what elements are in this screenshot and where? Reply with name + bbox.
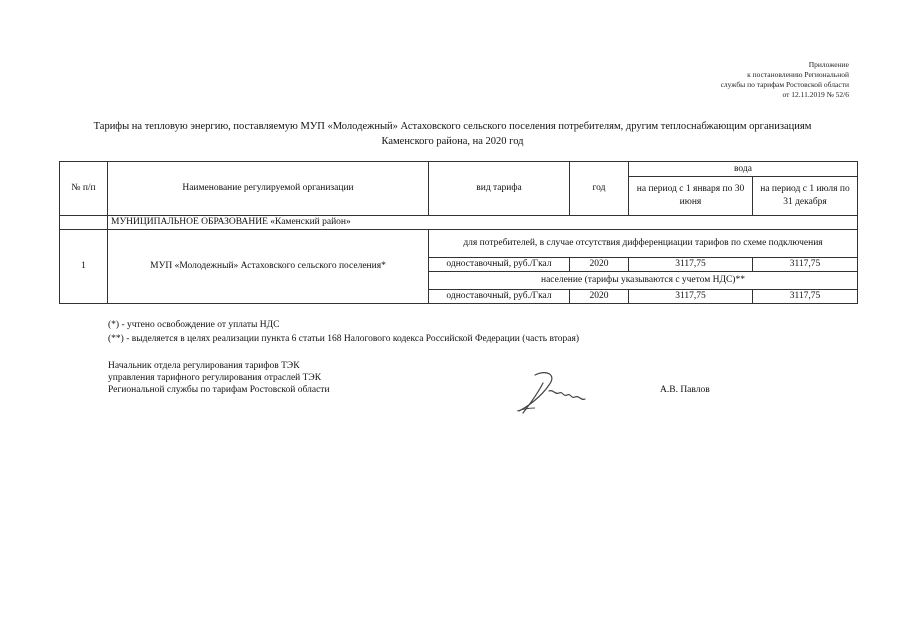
header-period2: на период с 1 июля по 31 декабря — [753, 177, 858, 216]
section-label: МУНИЦИПАЛЬНОЕ ОБРАЗОВАНИЕ «Каменский район» — [108, 216, 858, 230]
cell-period1: 3117,75 — [629, 290, 753, 304]
appendix-note — [721, 60, 849, 100]
header-period1: на период с 1 января по 30 июня — [629, 177, 753, 216]
footnote: (**) - выделяется в целях реализации пункта 6 статьи 168 Налогового кодекса Российской Федерации (часть вторая) — [108, 334, 580, 344]
group-label: население (тарифы указываются с учетом НДС)** — [429, 272, 858, 290]
footnotes — [108, 318, 579, 346]
appendix-line: от 12.11.2019 № 52/6 — [782, 90, 849, 99]
group-label: для потребителей, в случае отсутствия дифференциации тарифов по схеме подключения — [429, 230, 858, 258]
signatory-line: управления тарифного регулирования отраслей ТЭК — [108, 373, 322, 383]
appendix-line: Приложение — [808, 60, 849, 69]
cell-year: 2020 — [570, 290, 629, 304]
signatory-line: Начальник отдела регулирования тарифов ТЭК — [108, 361, 300, 371]
section-num-cell — [60, 216, 108, 230]
appendix-line: к постановлению Региональной — [747, 70, 849, 79]
cell-tariff-type: одноставочный, руб./Гкал — [429, 290, 570, 304]
cell-year: 2020 — [570, 258, 629, 272]
title-line: Каменского района, на 2020 год — [381, 136, 524, 147]
table-section-row — [60, 216, 858, 230]
header-year: год — [570, 162, 629, 216]
table-row — [60, 230, 858, 258]
title-line: Тарифы на тепловую энергию, поставляемую МУП «Молодежный» Астаховского сельского поселения потребителям, другим теплоснабжающим организациям — [93, 121, 812, 132]
signer-name: А.В. Павлов — [660, 385, 710, 395]
header-water: вода — [629, 162, 858, 177]
cell-period1: 3117,75 — [629, 258, 753, 272]
table-header-row — [60, 162, 858, 177]
tariff-table — [59, 161, 858, 304]
document-title — [40, 119, 865, 149]
cell-period2: 3117,75 — [753, 258, 858, 272]
cell-tariff-type: одноставочный, руб./Гкал — [429, 258, 570, 272]
signatory-line: Региональной службы по тарифам Ростовской области — [108, 385, 330, 395]
header-num: № п/п — [60, 162, 108, 216]
header-tariff-type: вид тарифа — [429, 162, 570, 216]
signatory-title — [108, 360, 330, 396]
header-org: Наименование регулируемой организации — [108, 162, 429, 216]
handwritten-signature-icon — [513, 367, 603, 419]
cell-period2: 3117,75 — [753, 290, 858, 304]
row-org: МУП «Молодежный» Астаховского сельского поселения* — [108, 230, 429, 304]
row-num: 1 — [60, 230, 108, 304]
appendix-line: службы по тарифам Ростовской области — [720, 80, 849, 89]
footnote: (*) - учтено освобождение от уплаты НДС — [108, 320, 280, 330]
